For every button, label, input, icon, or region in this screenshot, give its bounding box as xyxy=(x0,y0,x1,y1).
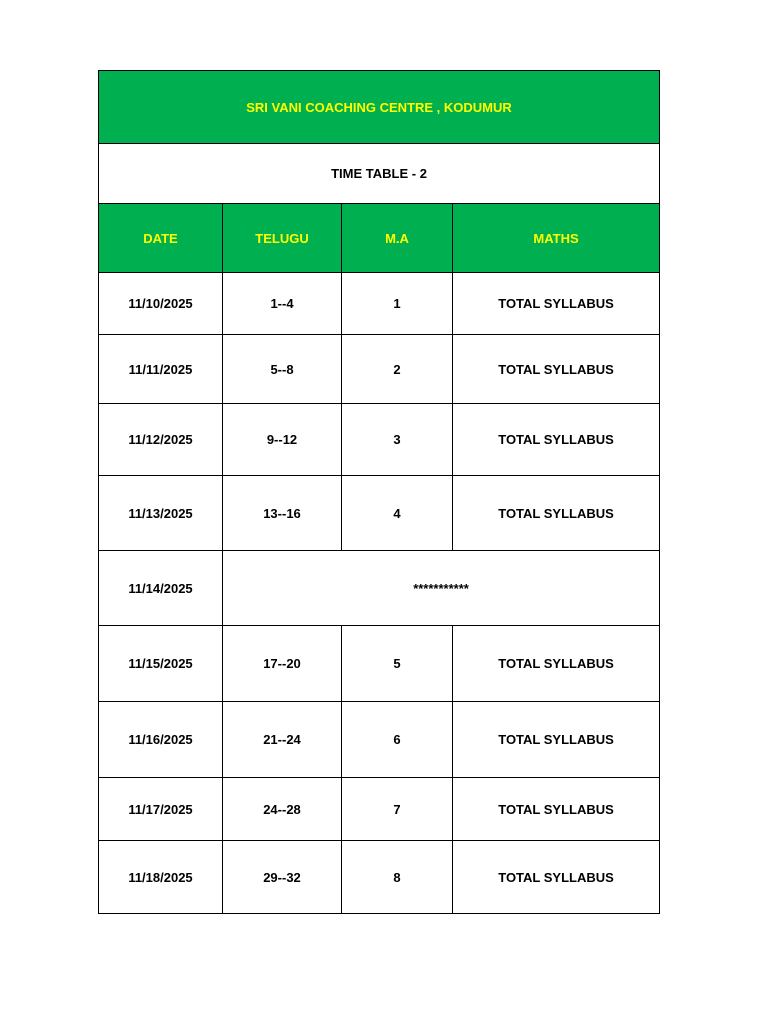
maths-cell: TOTAL SYLLABUS xyxy=(453,335,660,404)
sheet-subtitle: TIME TABLE - 2 xyxy=(99,144,660,204)
ma-cell: 5 xyxy=(342,626,453,702)
ma-cell: 7 xyxy=(342,778,453,841)
telugu-cell: 5--8 xyxy=(223,335,342,404)
date-cell: 11/12/2025 xyxy=(99,404,223,476)
telugu-cell: 17--20 xyxy=(223,626,342,702)
table-row xyxy=(99,626,660,702)
telugu-cell: 13--16 xyxy=(223,476,342,551)
ma-cell: 6 xyxy=(342,702,453,778)
table-row xyxy=(99,702,660,778)
timetable-sheet xyxy=(98,70,660,914)
table-row xyxy=(99,273,660,335)
date-cell: 11/15/2025 xyxy=(99,626,223,702)
telugu-cell: 9--12 xyxy=(223,404,342,476)
date-cell: 11/13/2025 xyxy=(99,476,223,551)
telugu-cell: 24--28 xyxy=(223,778,342,841)
ma-cell: 2 xyxy=(342,335,453,404)
column-header-telugu: TELUGU xyxy=(223,204,342,273)
maths-cell: TOTAL SYLLABUS xyxy=(453,702,660,778)
maths-cell: TOTAL SYLLABUS xyxy=(453,778,660,841)
date-cell: 11/17/2025 xyxy=(99,778,223,841)
date-cell: 11/16/2025 xyxy=(99,702,223,778)
ma-cell: 8 xyxy=(342,841,453,914)
table-row xyxy=(99,404,660,476)
merged-holiday-cell: *********** xyxy=(223,551,660,626)
subtitle-row xyxy=(99,144,660,204)
date-cell: 11/18/2025 xyxy=(99,841,223,914)
ma-cell: 4 xyxy=(342,476,453,551)
telugu-cell: 29--32 xyxy=(223,841,342,914)
column-header-date: DATE xyxy=(99,204,223,273)
sheet-title: SRI VANI COACHING CENTRE , KODUMUR xyxy=(99,71,660,144)
date-cell: 11/11/2025 xyxy=(99,335,223,404)
table-row xyxy=(99,841,660,914)
maths-cell: TOTAL SYLLABUS xyxy=(453,626,660,702)
maths-cell: TOTAL SYLLABUS xyxy=(453,404,660,476)
column-header-maths: MATHS xyxy=(453,204,660,273)
telugu-cell: 21--24 xyxy=(223,702,342,778)
ma-cell: 1 xyxy=(342,273,453,335)
maths-cell: TOTAL SYLLABUS xyxy=(453,841,660,914)
header-row xyxy=(99,204,660,273)
column-header-ma: M.A xyxy=(342,204,453,273)
maths-cell: TOTAL SYLLABUS xyxy=(453,273,660,335)
title-row xyxy=(99,71,660,144)
telugu-cell: 1--4 xyxy=(223,273,342,335)
table-row xyxy=(99,476,660,551)
date-cell: 11/10/2025 xyxy=(99,273,223,335)
maths-cell: TOTAL SYLLABUS xyxy=(453,476,660,551)
ma-cell: 3 xyxy=(342,404,453,476)
table-row xyxy=(99,778,660,841)
table-row-holiday xyxy=(99,551,660,626)
table-row xyxy=(99,335,660,404)
date-cell: 11/14/2025 xyxy=(99,551,223,626)
